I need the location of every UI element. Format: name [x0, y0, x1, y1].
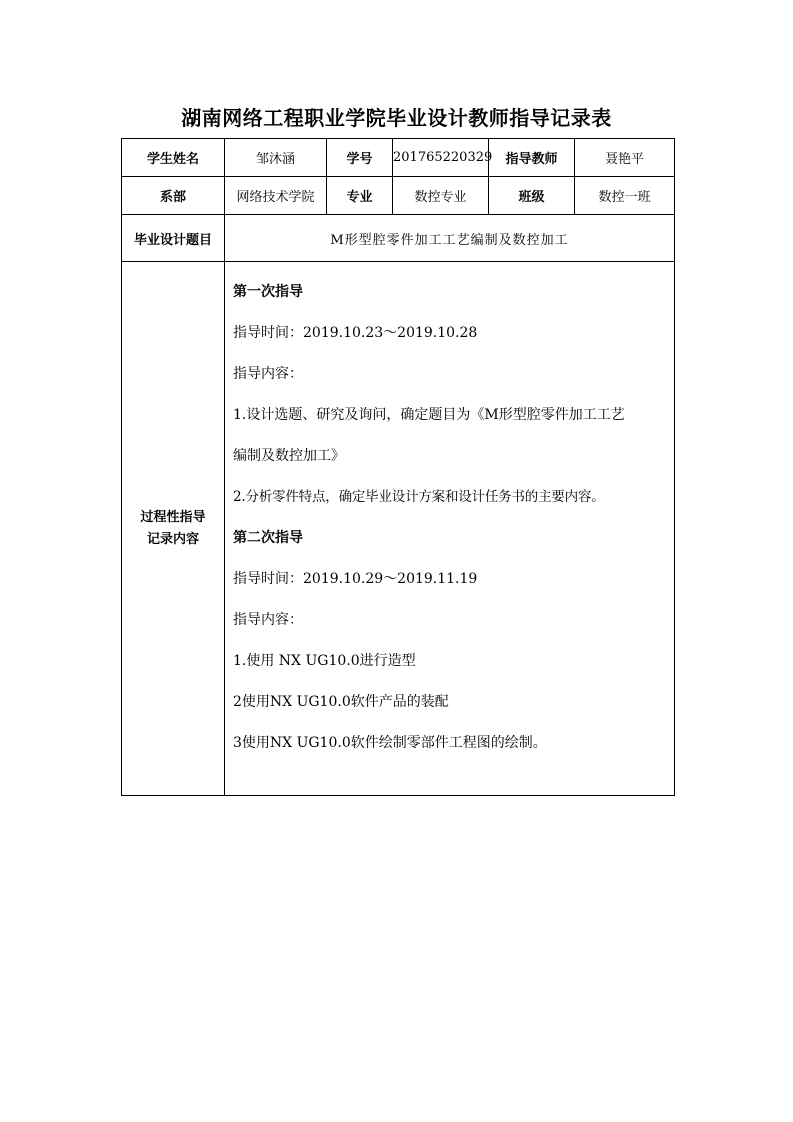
second-guidance-content-label: 指导内容：	[233, 612, 303, 628]
table-row-topic	[122, 215, 675, 262]
table-row-record	[122, 262, 675, 796]
record-content	[225, 262, 675, 796]
department-value: 网络技术学院	[225, 177, 327, 215]
student-id-label: 学号	[327, 139, 393, 177]
record-label-line1: 过程性指导	[140, 509, 206, 525]
class-label: 班级	[489, 177, 575, 215]
first-guidance-content-label: 指导内容：	[233, 366, 303, 382]
second-guidance-item2: 2使用NX UG10.0软件产品的装配	[233, 694, 449, 710]
student-name-value: 邹沐涵	[225, 139, 327, 177]
page-title: 湖南网络工程职业学院毕业设计教师指导记录表	[181, 106, 612, 130]
first-guidance-time: 指导时间：2019.10.23～2019.10.28	[233, 325, 478, 341]
first-guidance-heading: 第一次指导	[233, 284, 303, 300]
guidance-record-table	[121, 138, 675, 796]
table-row-student	[122, 139, 675, 177]
first-guidance-item1-line1: 1.设计选题、研究及询问，确定题目为《M形型腔零件加工工艺	[233, 407, 625, 423]
topic-label: 毕业设计题目	[122, 215, 225, 262]
student-id-value: 201765220329	[393, 139, 489, 177]
second-guidance-heading: 第二次指导	[233, 530, 303, 546]
student-name-label: 学生姓名	[122, 139, 225, 177]
teacher-label: 指导教师	[489, 139, 575, 177]
table-row-department	[122, 177, 675, 215]
topic-value: M形型腔零件加工工艺编制及数控加工	[225, 215, 675, 262]
department-label: 系部	[122, 177, 225, 215]
second-guidance-time: 指导时间：2019.10.29～2019.11.19	[233, 571, 478, 587]
record-label	[122, 262, 225, 796]
second-guidance-item3: 3使用NX UG10.0软件绘制零部件工程图的绘制。	[233, 735, 547, 751]
record-label-line2: 记录内容	[146, 531, 199, 547]
major-label: 专业	[327, 177, 393, 215]
first-guidance-item1-line2: 编制及数控加工》	[233, 448, 345, 464]
major-value: 数控专业	[393, 177, 489, 215]
second-guidance-item1: 1.使用 NX UG10.0进行造型	[233, 653, 416, 669]
first-guidance-item2: 2.分析零件特点，确定毕业设计方案和设计任务书的主要内容。	[233, 489, 605, 505]
teacher-value: 聂艳平	[575, 139, 675, 177]
class-value: 数控一班	[575, 177, 675, 215]
